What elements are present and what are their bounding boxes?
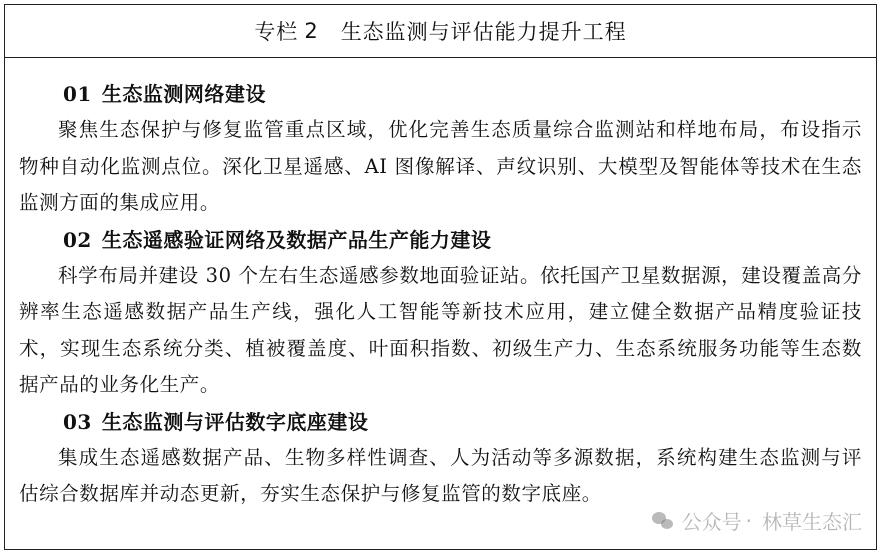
feature-box bbox=[4, 4, 877, 550]
text-line: 监测与评估综合数据库并动态更新，夯实生态保护与修复监管的数字底座。 bbox=[19, 445, 862, 505]
section-title: 生态监测网络建设 bbox=[101, 82, 266, 106]
section-number: 03 bbox=[63, 409, 92, 434]
watermark bbox=[652, 506, 862, 535]
watermark-separator: · bbox=[745, 508, 752, 533]
text-line: 布设指示物种自动化监测点位。深化卫星遥感、AI 图像解译、声纹识别、大模型及智 bbox=[19, 118, 862, 178]
box-title bbox=[5, 5, 876, 58]
text-line: 据产品精度验证技术，实现生态系统分类、植被覆盖度、叶面积指数、初级生产力、 bbox=[19, 300, 862, 360]
box-title-text: 生态监测与评估能力提升工程 bbox=[340, 20, 627, 44]
section-heading bbox=[19, 76, 862, 112]
section-title: 生态遥感验证网络及数据产品生产能力建设 bbox=[101, 227, 492, 252]
text-line: 集成生态遥感数据产品、生物多样性调查、人为活动等多源数据，系统构建生态 bbox=[58, 445, 780, 469]
section-number: 01 bbox=[63, 82, 92, 106]
wechat-icon bbox=[652, 512, 674, 530]
text-line: 聚焦生态保护与修复监管重点区域，优化完善生态质量综合监测站和样地布局， bbox=[58, 118, 780, 141]
watermark-name: 林草生态汇 bbox=[762, 510, 862, 534]
box-content bbox=[5, 58, 876, 513]
text-line: 能体等技术在生态监测方面的集成应用。 bbox=[19, 154, 862, 214]
section-heading bbox=[19, 222, 862, 258]
box-title-number: 2 bbox=[304, 19, 319, 43]
text-line: 科学布局并建设 30 个左右生态遥感参数地面验证站。依托国产卫星数据源，建 bbox=[58, 263, 762, 287]
section-body bbox=[19, 112, 862, 222]
text-line: 设覆盖高分辨率生态遥感数据产品生产线，强化人工智能等新技术应用，建立健全数 bbox=[19, 263, 862, 323]
watermark-prefix: 公众号 bbox=[681, 510, 742, 534]
text-line: 生态系统服务功能等生态数据产品的业务化生产。 bbox=[19, 336, 863, 396]
section-heading bbox=[19, 404, 862, 440]
section-body bbox=[19, 258, 862, 404]
section-body bbox=[19, 440, 862, 513]
section-number: 02 bbox=[63, 227, 92, 252]
box-title-label: 专栏 bbox=[254, 20, 299, 44]
section-title: 生态监测与评估数字底座建设 bbox=[101, 409, 369, 434]
